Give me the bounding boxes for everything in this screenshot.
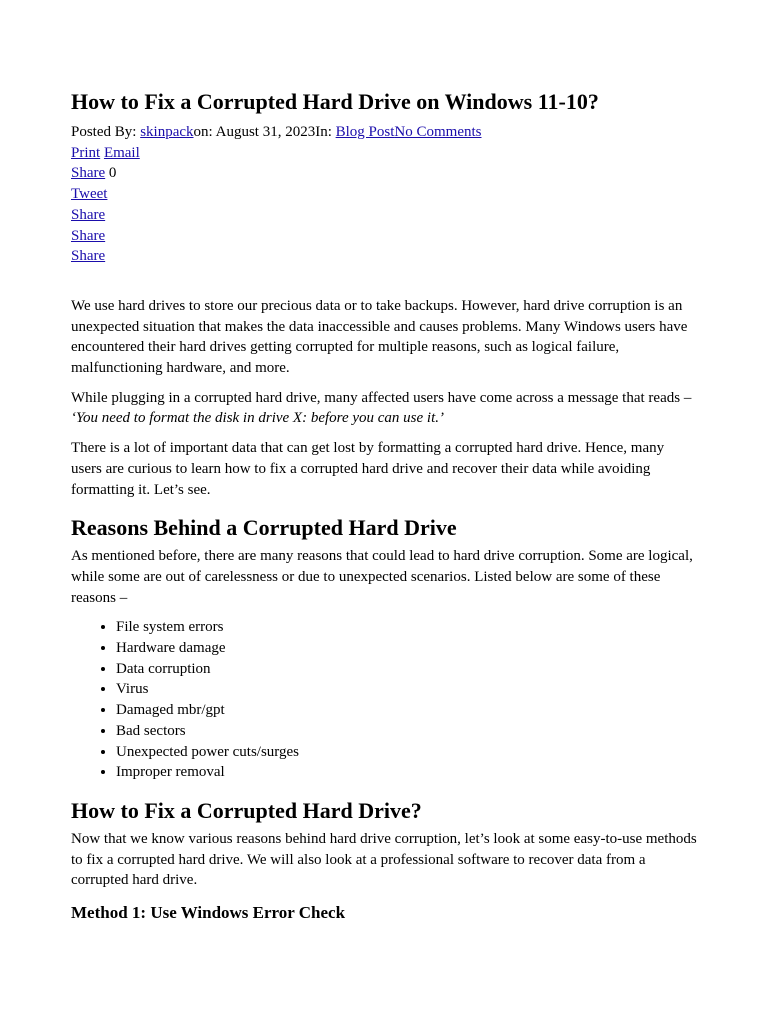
list-item: • Virus	[116, 679, 697, 700]
print-email-row	[71, 143, 697, 164]
share-row-3	[71, 226, 697, 247]
share-row-4	[71, 246, 697, 267]
section-heading-fix: How to Fix a Corrupted Hard Drive?	[71, 797, 422, 823]
list-item: • Data corruption	[116, 659, 697, 680]
facebook-share-link[interactable]: Share	[71, 165, 106, 182]
article-content	[71, 88, 697, 924]
share-links	[71, 143, 697, 267]
comments-link[interactable]: No Comments	[394, 124, 482, 140]
intro-paragraph-2	[71, 388, 697, 429]
intro-paragraph-1: We use hard drives to store our precious data or to take backups. However, hard drive corruption is an unexpected situation that makes the data inaccessible and causes problems. Many Windows users have encountered their hard drives getting corrupted for multiple reasons, such as logical failure, malfunctioning hardware, and more.	[71, 297, 688, 377]
intro-paragraph-3: There is a lot of important data that can get lost by formatting a corrupted hard drive. Hence, many users are curious to learn how to fix a corrupted hard drive and recover their data while avoiding formatting it. Let’s see.	[71, 440, 665, 498]
intro-paragraph-2-text: While plugging in a corrupted hard drive, many affected users have come across a message that reads –	[71, 389, 692, 406]
fix-paragraph: Now that we know various reasons behind hard drive corruption, let’s look at some easy-to-use methods to fix a corrupted hard drive. We will also look at a professional software to recover data from a corrupted hard drive.	[71, 830, 697, 889]
post-meta	[71, 122, 697, 143]
list-item: • File system errors	[116, 617, 697, 638]
error-message-quote: ‘You need to format the disk in drive X: before you can use it.’	[71, 410, 444, 427]
list-item: • Damaged mbr/gpt	[116, 700, 697, 721]
list-item: • Hardware damage	[116, 638, 697, 659]
author-link[interactable]: skinpack	[140, 124, 194, 140]
list-item: • Bad sectors	[116, 721, 697, 742]
share-link-4[interactable]: Share	[71, 248, 106, 265]
list-item: • Unexpected power cuts/surges	[116, 742, 697, 763]
category-label: In:	[315, 124, 336, 140]
reasons-list	[71, 617, 697, 783]
list-item: • Improper removal	[116, 762, 697, 783]
print-link[interactable]: Print	[71, 144, 101, 161]
reasons-paragraph: As mentioned before, there are many reasons that could lead to hard drive corruption. Some are logical, while some are out of carelessness or due to unexpected scenarios. Listed below are some of these reasons –	[71, 548, 693, 606]
article-title: How to Fix a Corrupted Hard Drive on Windows 11-10?	[71, 89, 599, 114]
method-1-heading: Method 1: Use Windows Error Check	[71, 903, 346, 923]
post-date: on: August 31, 2023	[193, 124, 316, 140]
share-count: 0	[108, 165, 117, 182]
section-heading-reasons: Reasons Behind a Corrupted Hard Drive	[71, 515, 457, 541]
share-link-2[interactable]: Share	[71, 206, 106, 223]
share-link-3[interactable]: Share	[71, 227, 106, 244]
category-link[interactable]: Blog Post	[335, 124, 395, 140]
share-row-2	[71, 205, 697, 226]
email-link[interactable]: Email	[103, 144, 140, 161]
tweet-row	[71, 184, 697, 205]
facebook-share-row	[71, 163, 697, 184]
posted-by-label: Posted By:	[71, 124, 141, 140]
tweet-link[interactable]: Tweet	[71, 186, 108, 203]
